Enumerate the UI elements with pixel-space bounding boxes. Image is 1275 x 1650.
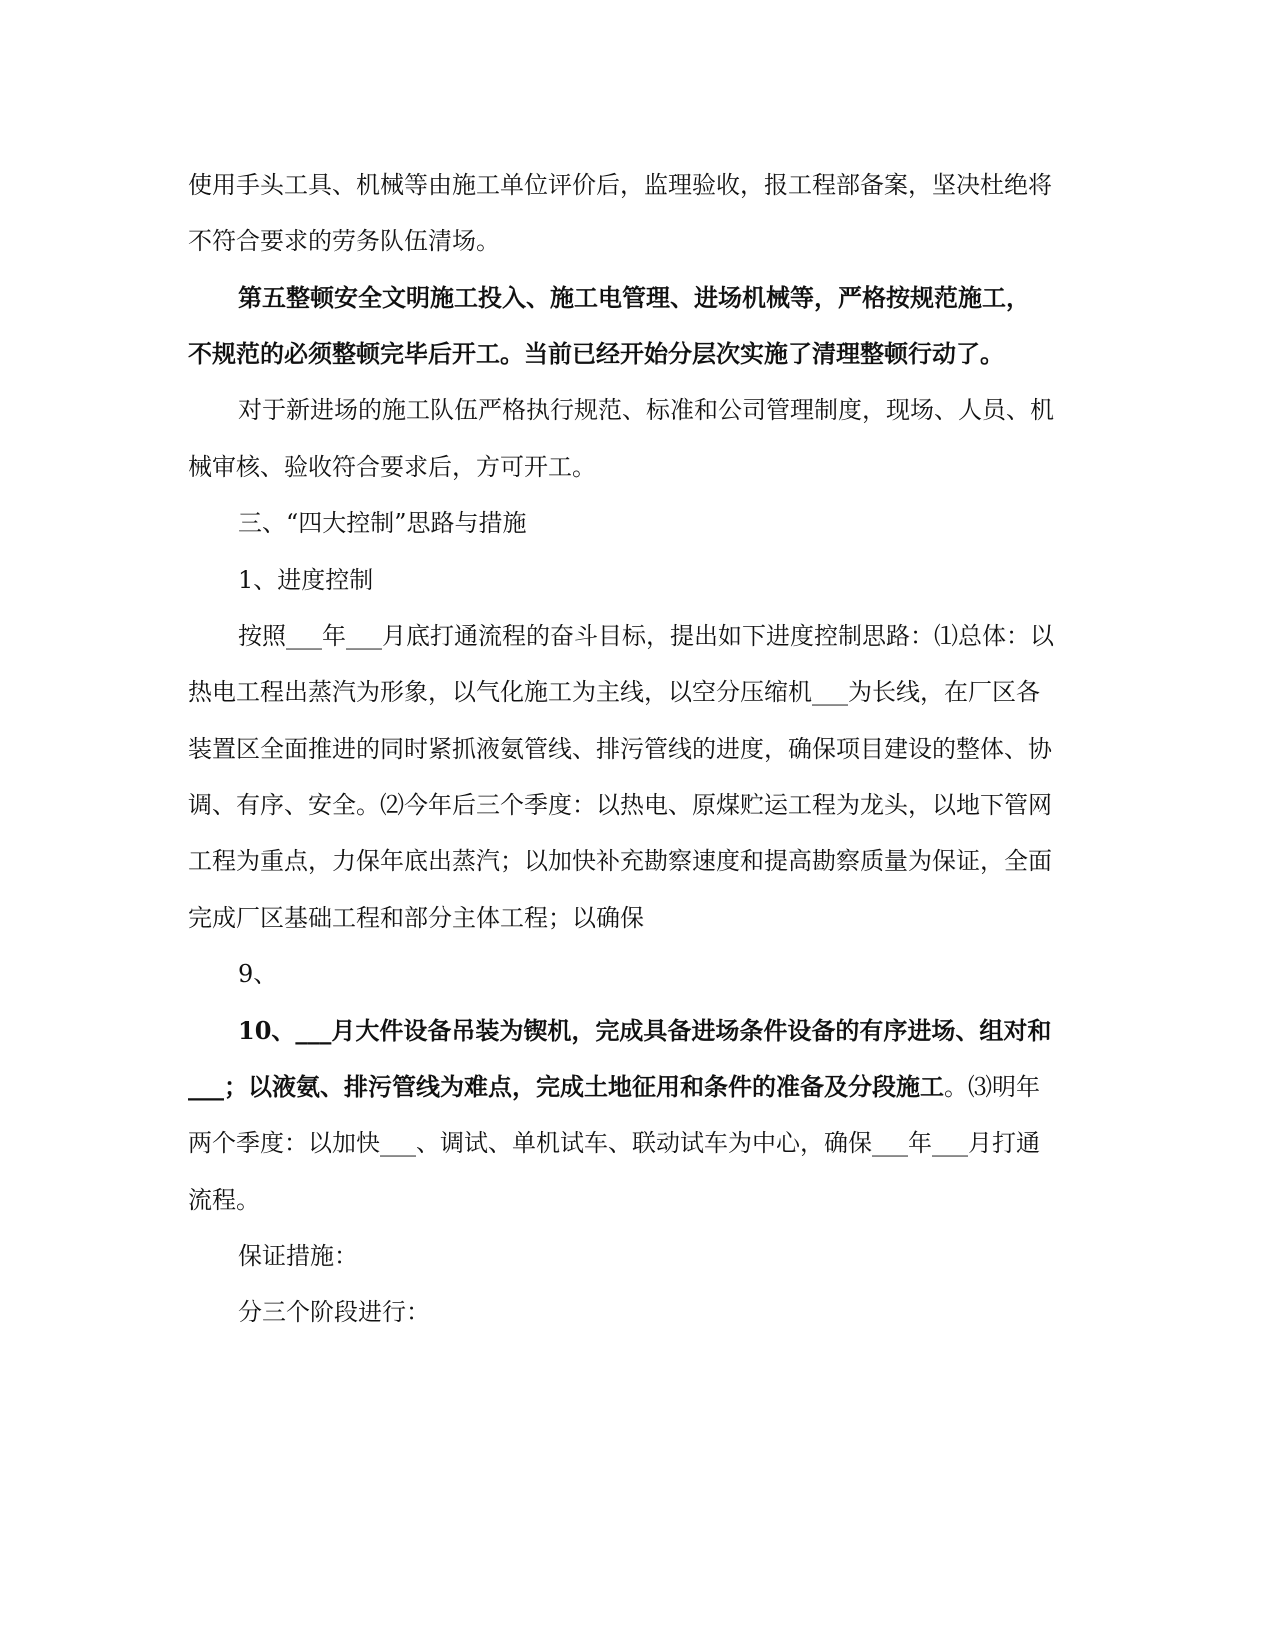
subsection-heading: 1、进度控制 — [238, 566, 374, 594]
paragraph-line: 装置区全面推进的同时紧抓液氨管线、排污管线的进度，确保项目建设的整体、协 — [188, 735, 1052, 763]
paragraph-line: 分三个阶段进行： — [238, 1298, 430, 1326]
regular-text: 。⑶明年 — [944, 1073, 1040, 1101]
paragraph-line: 流程。 — [188, 1186, 260, 1214]
list-number: 9、 — [238, 960, 278, 988]
bold-text: ___；以液氨、排污管线为难点，完成土地征用和条件的准备及分段施工 — [188, 1072, 944, 1101]
paragraph-line: 两个季度：以加快___、调试、单机试车、联动试车为中心，确保___年___月打通 — [188, 1129, 1040, 1157]
paragraph-line: 对于新进场的施工队伍严格执行规范、标准和公司管理制度，现场、人员、机 — [238, 396, 1054, 424]
paragraph-line: 保证措施： — [238, 1242, 358, 1270]
paragraph-line: 不符合要求的劳务队伍清场。 — [188, 227, 500, 255]
bold-paragraph-line: 第五整顿安全文明施工投入、施工电管理、进场机械等，严格按规范施工， — [238, 283, 1030, 312]
bold-paragraph-line: 不规范的必须整顿完毕后开工。当前已经开始分层次实施了清理整顿行动了。 — [188, 339, 1004, 368]
paragraph-line: 工程为重点，力保年底出蒸汽；以加快补充勘察速度和提高勘察质量为保证，全面 — [188, 847, 1052, 875]
paragraph-line: 使用手头工具、机械等由施工单位评价后，监理验收，报工程部备案，坚决杜绝将 — [188, 171, 1052, 199]
mixed-paragraph-line — [188, 1072, 1088, 1102]
paragraph-line: 热电工程出蒸汽为形象，以气化施工为主线，以空分压缩机___为长线，在厂区各 — [188, 678, 1040, 706]
bold-paragraph-line: 10、___月大件设备吊装为锲机，完成具备进场条件设备的有序进场、组对和 — [238, 1016, 1052, 1045]
paragraph-line: 械审核、验收符合要求后，方可开工。 — [188, 453, 596, 481]
paragraph-line: 按照___年___月底打通流程的奋斗目标，提出如下进度控制思路：⑴总体：以 — [238, 622, 1054, 650]
paragraph-line: 调、有序、安全。⑵今年后三个季度：以热电、原煤贮运工程为龙头，以地下管网 — [188, 791, 1052, 819]
paragraph-line: 完成厂区基础工程和部分主体工程；以确保 — [188, 904, 644, 932]
section-heading: 三、“四大控制”思路与措施 — [238, 509, 527, 537]
